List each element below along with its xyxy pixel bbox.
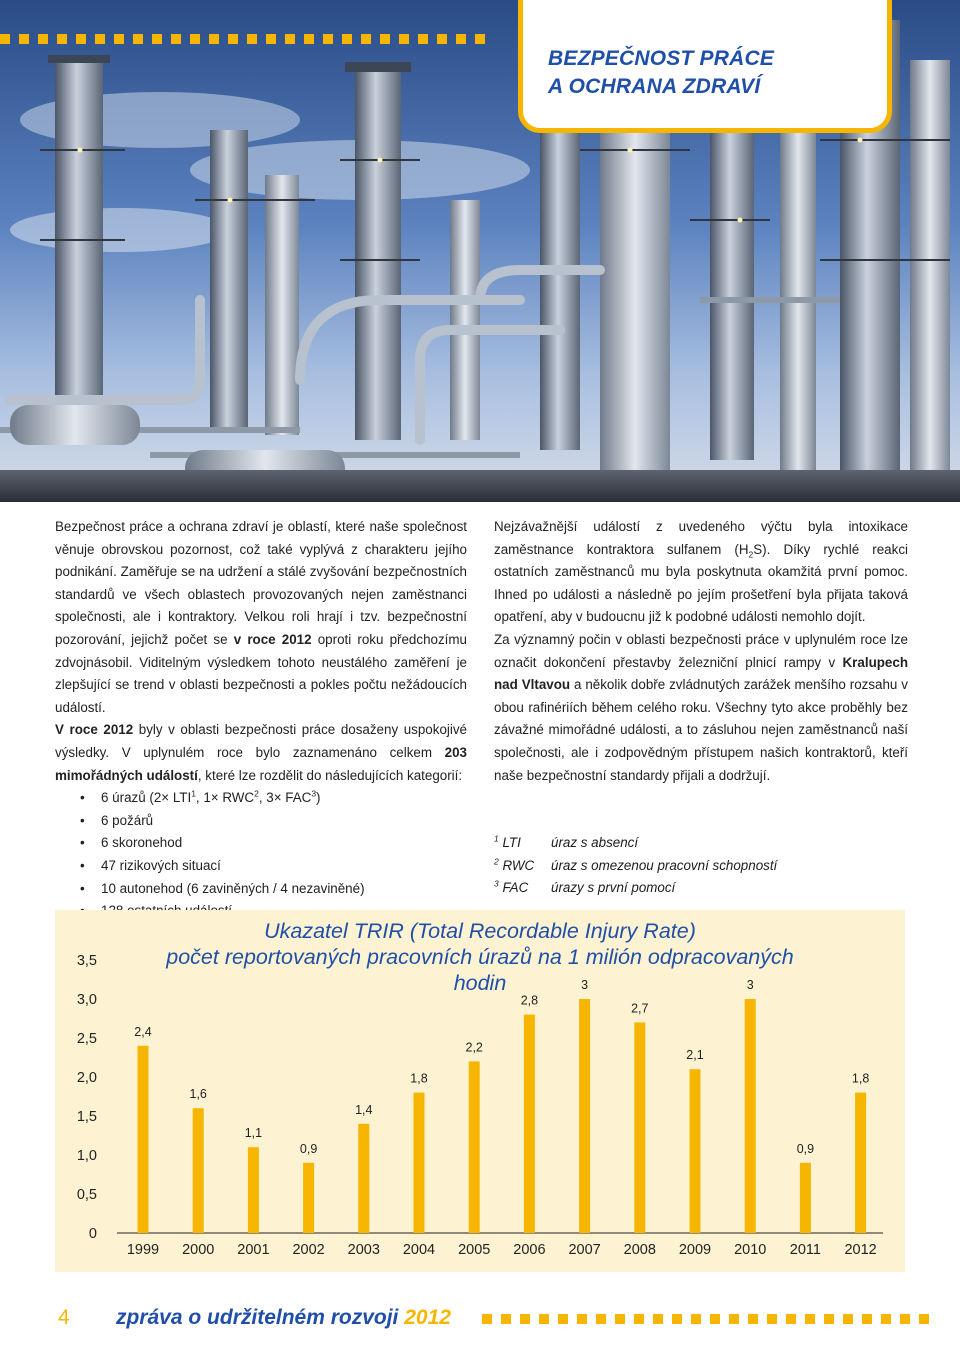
value-label: 1,8	[851, 1071, 870, 1086]
dash-square	[266, 34, 276, 44]
dash-square	[228, 34, 238, 44]
y-tick-label: 3,5	[76, 953, 97, 969]
dash-square	[57, 34, 67, 44]
dash-square	[862, 1314, 872, 1324]
footnote-key	[494, 832, 551, 855]
dash-square	[520, 1314, 530, 1324]
section-title-line1: BEZPEČNOST PRÁCE	[548, 47, 775, 70]
dash-square	[0, 34, 10, 44]
footnote-number: 3	[494, 878, 499, 889]
y-tick-label: 1,5	[76, 1109, 97, 1125]
dash-square	[399, 34, 409, 44]
incident-categories-list	[80, 787, 467, 923]
x-tick-label: 1999	[126, 1242, 160, 1258]
dash-square	[95, 34, 105, 44]
dash-square	[634, 1314, 644, 1324]
dash-square	[304, 34, 314, 44]
y-tick-label: 1,0	[76, 1148, 97, 1164]
page-number: 4	[58, 1306, 70, 1329]
y-tick-label: 3,0	[76, 992, 97, 1008]
dash-square	[209, 34, 219, 44]
footnote-1	[494, 832, 777, 855]
dash-square	[285, 34, 295, 44]
value-label: 1,1	[244, 1126, 263, 1141]
dash-square	[615, 1314, 625, 1324]
dash-square	[133, 34, 143, 44]
injuries-text-b: , 1× RWC	[195, 790, 255, 806]
dash-square	[361, 34, 371, 44]
dash-square	[672, 1314, 682, 1324]
value-label: 1,4	[355, 1102, 373, 1117]
bottom-dash-decoration	[482, 1314, 929, 1324]
dash-square	[881, 1314, 891, 1324]
incident-text-a: Nejzávažnější událostí z uvedeného výčtu byla intoxikace zaměstnance kontraktora sulfanem (H	[494, 519, 908, 557]
dash-square	[805, 1314, 815, 1324]
bar-2012	[855, 1093, 866, 1233]
bar-2004	[414, 1093, 425, 1233]
bar-2008	[634, 1022, 645, 1233]
footnote-ref-2: 2	[254, 788, 259, 799]
x-tick-label: 2001	[237, 1242, 270, 1258]
dash-square	[247, 34, 257, 44]
value-label: 3	[581, 978, 589, 992]
dash-square	[558, 1314, 568, 1324]
incident-text-b: S). Díky rychlé reakci ostatních zaměstnanců mu byla poskytnuta okamžitá první pomoc. Ihned po události a následně po jejím prošetření byla přijata taková opatření, aby v budoucnu již k podobné události nemohlo dojít.	[494, 541, 908, 625]
injuries-text-d: )	[316, 790, 321, 806]
results-text: byly v oblasti bezpečnosti práce dosaženy uspokojivé výsledky. V uplynulém roce bylo zaznamenáno celkem	[55, 722, 467, 760]
value-label: 2,4	[134, 1024, 152, 1039]
x-tick-label: 2004	[402, 1242, 436, 1258]
dash-square	[323, 34, 333, 44]
dash-square	[418, 34, 428, 44]
bar-2009	[690, 1069, 701, 1233]
footnote-abbrev: FAC	[502, 880, 529, 896]
x-tick-label: 2002	[292, 1242, 325, 1258]
footnote-ref-1: 1	[191, 788, 196, 799]
list-item: • 10 autonehod (6 zaviněných / 4 nezaviněné)	[80, 878, 467, 901]
value-label: 0,9	[796, 1141, 815, 1156]
achievement-bold-location: Kralupech nad Vltavou	[494, 654, 908, 693]
footnote-2	[494, 855, 777, 878]
bar-2005	[469, 1061, 480, 1233]
y-tick-label: 0,5	[76, 1187, 97, 1203]
dash-square	[190, 34, 200, 44]
injuries-text-c: , 3× FAC	[258, 790, 312, 806]
dash-square	[456, 34, 466, 44]
results-bold-year: V roce 2012	[55, 722, 134, 738]
dash-square	[539, 1314, 549, 1324]
footnote-number: 1	[494, 833, 499, 844]
x-tick-label: 2009	[678, 1242, 712, 1258]
results-bold-count: 203 mimořádných událostí	[55, 744, 467, 783]
footnote-key	[494, 877, 551, 900]
dash-square	[19, 34, 29, 44]
footnotes	[494, 832, 777, 900]
bar-2011	[800, 1163, 811, 1233]
x-tick-label: 2006	[513, 1242, 546, 1258]
bar-2002	[303, 1163, 314, 1233]
right-text-column	[494, 516, 908, 787]
bar-1999	[138, 1046, 149, 1233]
injuries-text-a: 6 úrazů (2× LTI	[101, 790, 192, 806]
bar-2001	[248, 1147, 259, 1233]
footer-title-year: 2012	[404, 1306, 451, 1329]
intro-text-end: oproti roku předchozímu zdvojnásobil. Viditelným výsledkem tohoto neustálého zaměření je zlepšující se trend v oblasti bezpečnosti a pokles počtu nežádoucích událostí.	[55, 631, 467, 715]
value-label: 2,1	[686, 1048, 704, 1063]
top-dash-decoration	[0, 34, 485, 44]
dash-square	[710, 1314, 720, 1324]
value-label: 1,8	[410, 1071, 428, 1086]
list-item: • 6 skoronehod	[80, 832, 467, 855]
dash-square	[824, 1314, 834, 1324]
intro-text: Bezpečnost práce a ochrana zdraví je oblastí, které naše společnost věnuje obrovskou pozornost, což také vyplývá z charakteru jejího podnikání. Zaměřuje se na udržení a stálé zvyšování bezpečnostních standardů ve všech oblastech provozovaných nejen zaměstnanci společnosti, ale i kontraktory. Velkou roli hrají i tzv. bezpečnostní pozorování, jejichž počet se	[55, 519, 467, 647]
footnote-text: úraz s omezenou pracovní schopností	[551, 857, 778, 873]
x-tick-label: 2008	[623, 1242, 656, 1258]
dash-square	[475, 34, 485, 44]
bar-2007	[579, 999, 590, 1233]
dash-square	[786, 1314, 796, 1324]
h2s-subscript: 2	[748, 549, 754, 560]
dash-square	[76, 34, 86, 44]
chart-subtitle: počet reportovaných pracovních úrazů na 1 milión odpracovaných hodin	[166, 945, 794, 995]
incident-paragraph	[494, 516, 908, 629]
list-item: • 47 rizikových situací	[80, 855, 467, 878]
dash-square	[577, 1314, 587, 1324]
footnote-abbrev: LTI	[502, 835, 521, 850]
value-label: 2,2	[465, 1040, 483, 1055]
dash-square	[729, 1314, 739, 1324]
y-tick-label: 0	[88, 1226, 97, 1242]
section-title-box	[518, 0, 892, 133]
results-text-end: , které lze rozdělit do následujících kategorií:	[197, 767, 463, 783]
dash-square	[38, 34, 48, 44]
bar-2000	[193, 1108, 204, 1233]
dash-square	[342, 34, 352, 44]
footer-title-text: zpráva o udržitelném rozvoji	[116, 1306, 405, 1329]
footnote-key	[494, 855, 551, 878]
left-text-column	[55, 516, 467, 923]
achievement-paragraph	[494, 629, 908, 787]
footnote-text: úrazy s první pomocí	[551, 880, 676, 896]
x-tick-label: 2005	[458, 1242, 491, 1258]
bar-2003	[358, 1124, 369, 1233]
intro-bold-year: v roce 2012	[233, 631, 312, 647]
dash-square	[691, 1314, 701, 1324]
value-label: 0,9	[299, 1141, 318, 1156]
dash-square	[900, 1314, 910, 1324]
value-label: 2,7	[631, 1001, 649, 1016]
dash-square	[437, 34, 447, 44]
x-tick-label: 2000	[182, 1242, 215, 1258]
dash-square	[482, 1314, 492, 1324]
dash-square	[171, 34, 181, 44]
chart-title-line1: Ukazatel TRIR (Total Recordable Injury Rate)	[264, 919, 696, 943]
trir-chart-panel	[55, 910, 905, 1272]
dash-square	[843, 1314, 853, 1324]
achievement-text-b: a několik dobře zvládnutých zarážek menšího rozsahu v obou rafinériích během celého roku. Všechny tyto akce proběhly bez závažné mimořádné události, a to zásluhou nejen zaměstnanců naší společnosti, ale i zodpovědným přístupem našich kontraktorů, kteří naše bezpečnostní standardy přijali a dodržují.	[494, 677, 908, 783]
dash-square	[596, 1314, 606, 1324]
value-label: 1,6	[189, 1087, 207, 1102]
dash-square	[380, 34, 390, 44]
bar-2006	[524, 1015, 535, 1233]
value-label: 3	[746, 978, 754, 992]
dash-square	[767, 1314, 777, 1324]
list-item	[80, 787, 467, 810]
dash-square	[653, 1314, 663, 1324]
intro-paragraph	[55, 516, 467, 719]
dash-square	[748, 1314, 758, 1324]
footnote-text: úraz s absencí	[551, 835, 639, 850]
y-tick-label: 2,0	[76, 1070, 97, 1086]
x-tick-label: 2003	[347, 1242, 380, 1258]
bar-2010	[745, 999, 756, 1233]
results-paragraph	[55, 719, 467, 787]
x-tick-label: 2007	[568, 1242, 601, 1258]
footer-title	[116, 1306, 451, 1330]
footnote-ref-3: 3	[311, 788, 317, 799]
dash-square	[114, 34, 124, 44]
footnote-3	[494, 877, 777, 900]
x-tick-label: 2011	[789, 1242, 821, 1258]
x-tick-label: 2010	[734, 1242, 767, 1258]
section-title-line2: A OCHRANA ZDRAVÍ	[548, 75, 761, 98]
dash-square	[919, 1314, 929, 1324]
x-tick-label: 2012	[844, 1242, 877, 1258]
achievement-text-a: Za významný počin v oblasti bezpečnosti práce v uplynulém roce lze označit dokončení přestavby železniční plnicí rampy v	[494, 631, 908, 670]
dash-square	[501, 1314, 511, 1324]
y-tick-label: 2,5	[76, 1031, 97, 1047]
value-label: 2,8	[520, 993, 539, 1008]
dash-square	[152, 34, 162, 44]
list-item: • 6 požárů	[80, 810, 467, 833]
footnote-abbrev: RWC	[502, 857, 535, 873]
chart-title	[155, 918, 805, 996]
footnote-number: 2	[494, 856, 499, 867]
